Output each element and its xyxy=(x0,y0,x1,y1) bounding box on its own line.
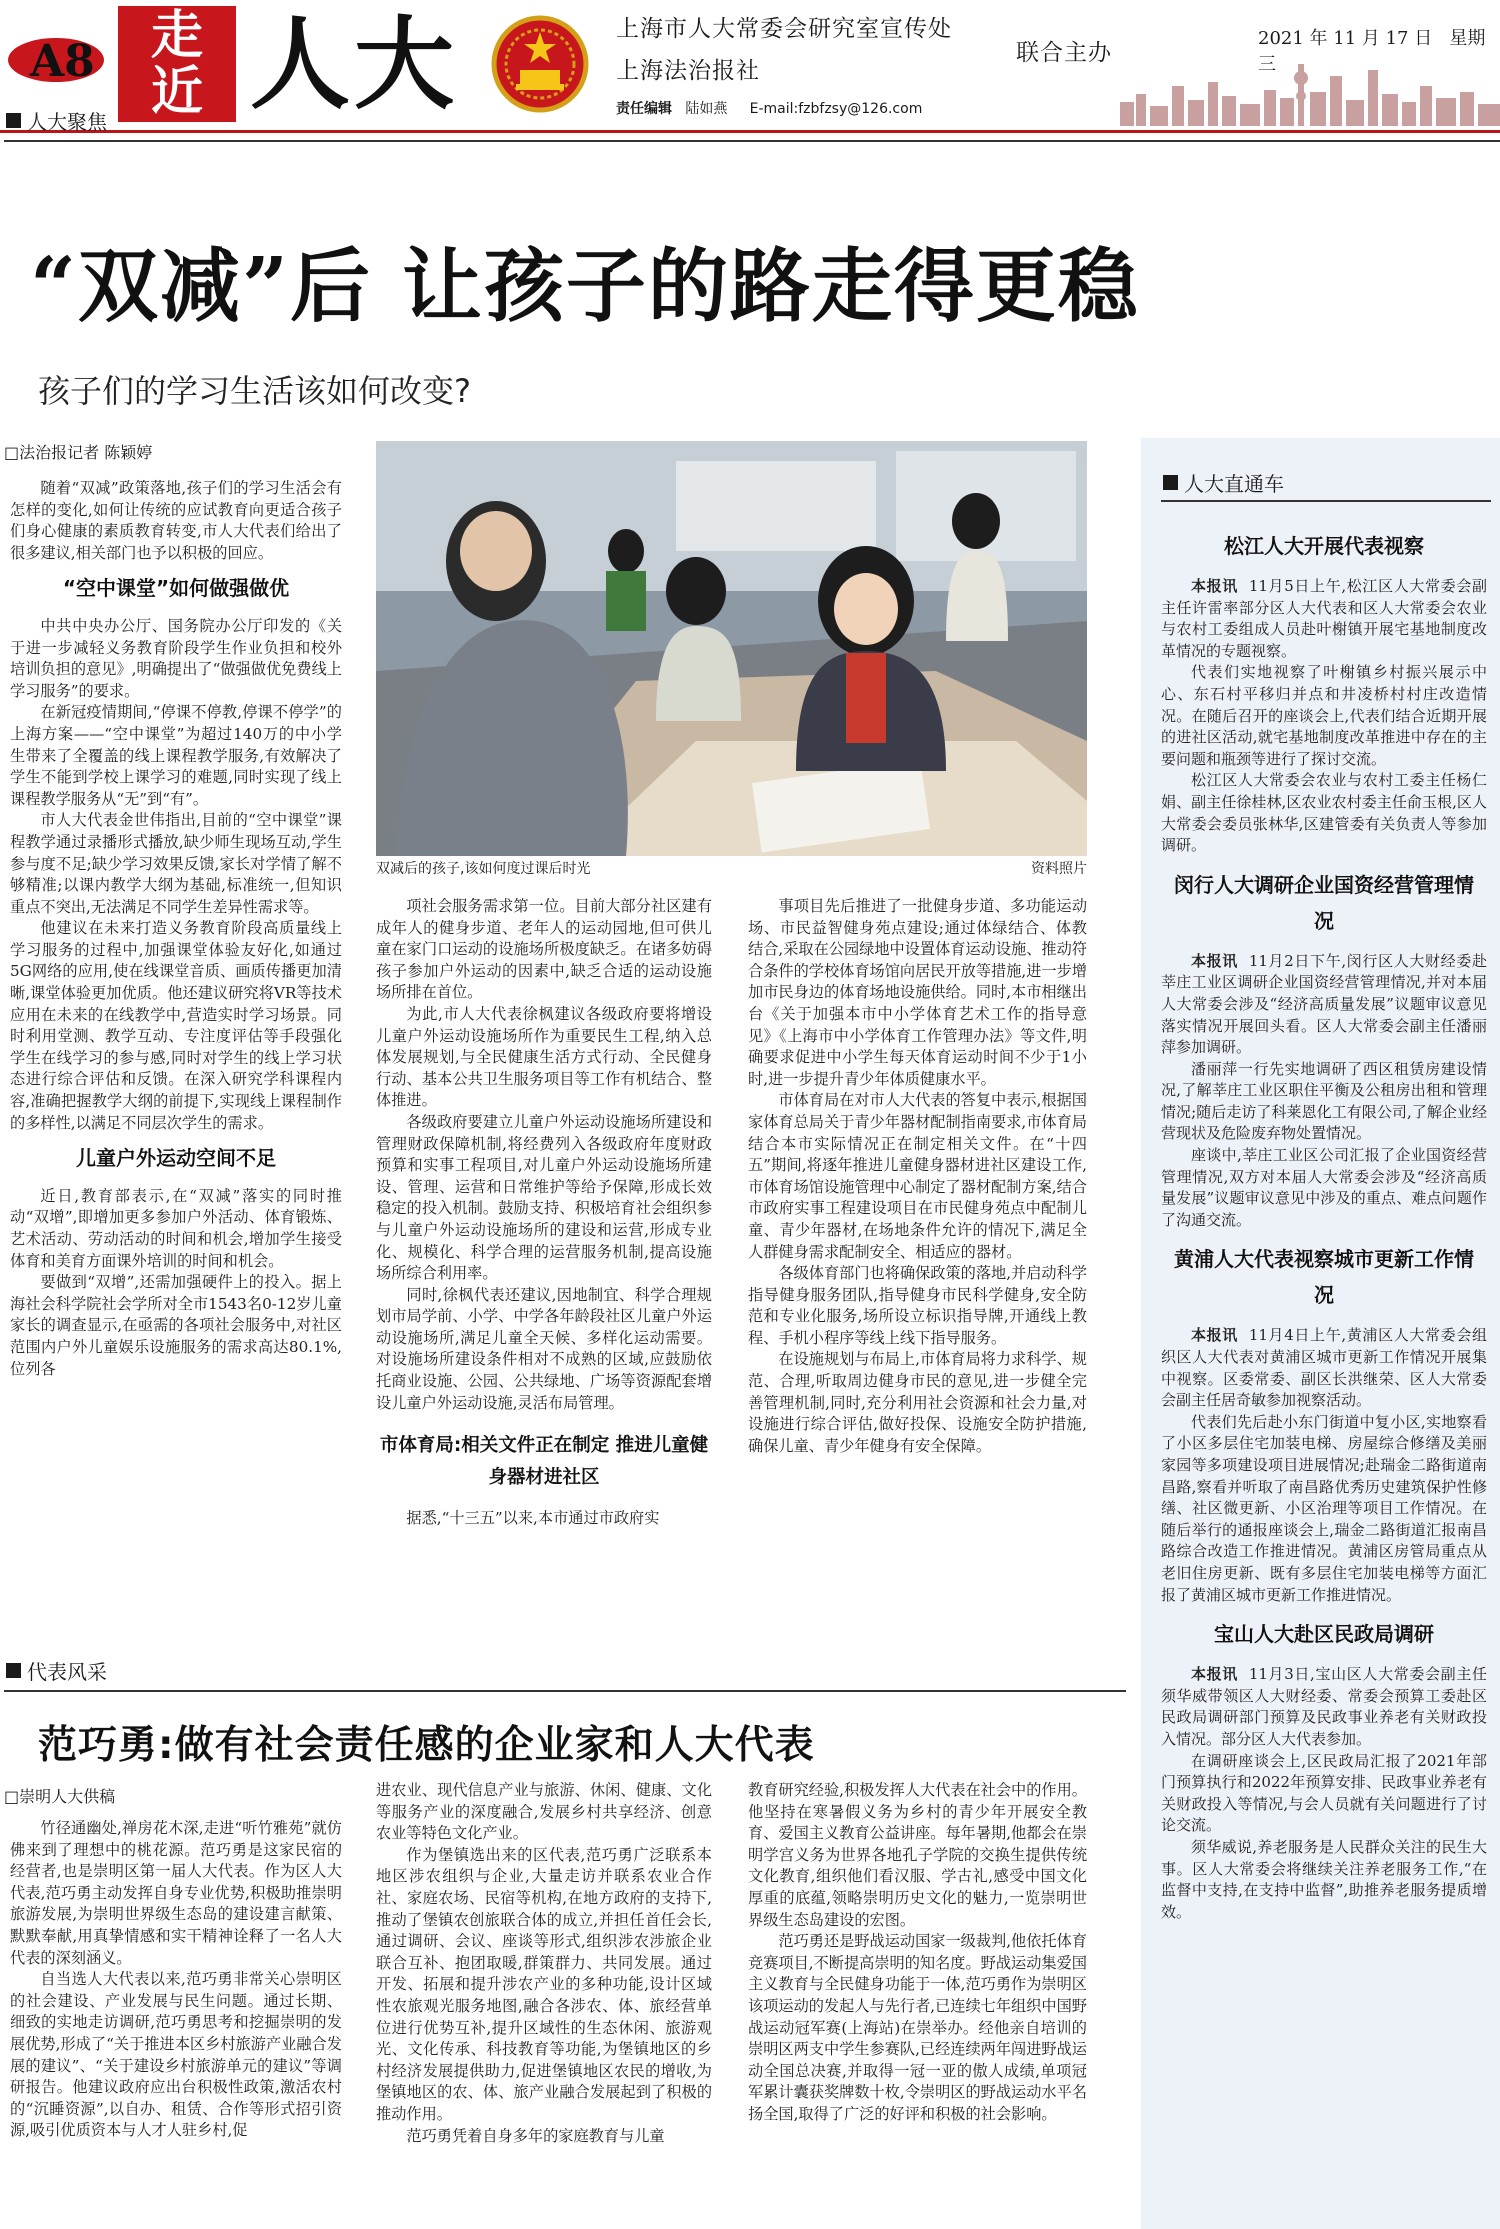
sidebar-item xyxy=(1161,1616,1487,1923)
section-red-box xyxy=(118,6,236,122)
second-byline: □崇明人大供稿 xyxy=(4,1787,116,1806)
photo-credit: 资料照片 xyxy=(1031,861,1087,877)
sidebar-item xyxy=(1161,528,1487,857)
editor-label: 责任编辑 xyxy=(616,101,672,117)
paragraph: 作为堡镇选出来的区代表,范巧勇广泛联系本地区涉农组织与企业,大量走访并联系农业合作社、家庭农场、民宿等机构,在地方政府的支持下,推动了堡镇农创旅联合体的成立,并担任首任会长,通过调研、会议、座谈等形式,组织涉农涉旅企业联合互补、抱团取暖,群策群力、共同发展。通过开发、拓展和提升涉农产业的多种功能,设计区域性农旅观光服务地图,融合各涉农、体、旅经营单位进行优势互补,提升区域性的生态休闲、旅游观光、文化传承、科技教育等功能,为堡镇地区的乡村经济发展提供助力,促进堡镇地区农民的增收,为堡镇地区的农、体、旅产业融合发展起到了积极的推动作用。 xyxy=(376,1845,712,2123)
paragraph-text: 11月2日下午,闵行区人大财经委赴莘庄工业区调研企业国资经营管理情况,并对本届人大常委会涉及“经济高质量发展”议题审议意见落实情况开展回头看。区人大常委会副主任潘丽萍参加调研。 xyxy=(1161,951,1487,1057)
paragraph: 竹径通幽处,禅房花木深,走进“听竹雅苑”就仿佛来到了理想中的桃花源。范巧勇是这家民宿的经营者,也是崇明区第一届人大代表。作为区人大代表,范巧勇主动发挥自身专业优势,积极助推崇明旅游发展,为崇明世界级生态岛的建设建言献策、默默奉献,用真挚情感和实干精神诠释了一名人大代表的深刻涵义。 xyxy=(10,1819,342,1967)
paragraph: 自当选人大代表以来,范巧勇非常关心崇明区的社会建设、产业发展与民生问题。通过长期、细致的实地走访调研,范巧勇思考和挖掘崇明的发展优势,形成了“关于推进本区乡村旅游产业融合发展的建议”、“关于建设乡村旅游单元的建议”等调研报告。他建议政府应出台积极性政策,激活农村的“沉睡资源”,以自办、租赁、合作等形式招引资源,吸引优质资本与人才人驻乡村,促 xyxy=(10,1970,342,2140)
sub-heading: 市体育局:相关文件正在制定 推进儿童健身器材进社区 xyxy=(379,1435,709,1489)
paragraph: 代表们先后赴小东门街道中复小区,实地察看了小区多层住宅加装电梯、房屋综合修缮及美丽家园等多项建设项目进展情况;赴瑞金二路街道南昌路,察看并听取了南昌路优秀历史建筑保护性修缮、社区微更新、小区治理等项目工作情况。在随后举行的通报座谈会上,瑞金二路街道汇报南昌路综合改造工作推进情况。黄浦区房管局重点从老旧住房更新、既有多层住宅加装电梯等方面汇报了黄浦区城市更新工作推进情况。 xyxy=(1161,1412,1487,1604)
paragraph: 要做到“双增”,还需加强硬件上的投入。据上海社会科学院社会学所对全市1543名0-12岁儿童家长的调查显示,在亟需的各项社会服务中,对社区范围内户外儿童娱乐设施服务的需求高达80.1%,位列各 xyxy=(10,1273,342,1378)
paragraph: 市体育局在对市人大代表的答复中表示,根据国家体育总局关于青少年器材配制指南要求,市体育局结合本市实际情况正在制定相关文件。在“十四五”期间,将逐年推进儿童健身器材进社区建设工作,市体育场馆设施管理中心制定了器材配制方案,结合市政府实事工程建设项目在市民健身苑点中配制儿童、青少年器材,在场地条件允许的情况下,满足全人群健身需求配制安全、相适应的器材。 xyxy=(748,1091,1087,1261)
paragraph xyxy=(1161,951,1487,1059)
section-name: 人大 xyxy=(250,5,458,123)
section-divider xyxy=(1161,500,1491,502)
section-red-char-2: 近 xyxy=(150,61,203,122)
main-article-column-3 xyxy=(748,896,1087,1622)
lead-tag: 本报讯 xyxy=(1191,1665,1238,1684)
paragraph: 项社会服务需求第一位。目前大部分社区建有成年人的健身步道、老年人的运动园地,但可供儿童在家门口运动的设施场所极度缺乏。在诸多妨碍孩子参加户外运动的因素中,缺乏合适的运动设施场所排在首位。 xyxy=(376,897,712,1002)
sidebar-column xyxy=(1161,518,1487,2218)
sidebar-item-title: 宝山人大赴区民政局调研 xyxy=(1214,1622,1434,1647)
masthead xyxy=(0,0,1500,133)
section-tag-label: 人大直通车 xyxy=(1184,472,1284,496)
paragraph: 范巧勇凭着自身多年的家庭教育与儿童 xyxy=(406,2126,665,2145)
sub-heading: “空中课堂”如何做强做优 xyxy=(62,576,290,601)
paragraph xyxy=(1161,576,1487,662)
lead-tag: 本报讯 xyxy=(1191,1326,1238,1345)
photo-caption: 双减后的孩子,该如何度过课后时光 xyxy=(376,861,591,877)
paragraph: 各级政府要建立儿童户外运动设施场所建设和管理财政保障机制,将经费列入各级政府年度财政预算和实事工程项目,对儿童户外运动设施场所建设、管理、运营和日常维护等给予保障,形成长效稳定的投入机制。鼓励支持、积极培育社会组织参与儿童户外运动设施场所的建设和运营,形成专业化、规模化、科学合理的运营服务机制,提高设施场所综合利用率。 xyxy=(376,1112,712,1283)
article-photo xyxy=(376,441,1087,856)
paragraph: 中共中央办公厅、国务院办公厅印发的《关于进一步减轻义务教育阶段学生作业负担和校外培训负担的意见》,明确提出了“做强做优免费线上学习服务”的要求。 xyxy=(10,616,342,700)
section-tag-label: 人大聚焦 xyxy=(27,110,107,134)
paragraph: 教育研究经验,积极发挥人大代表在社会中的作用。他坚持在寒暑假义务为乡村的青少年开展安全教育、爱国主义教育公益讲座。每年暑期,他都会在崇明学宫义务为世界各地孔子学院的交换生提供传统文化教育,组织他们看汉服、学古礼,感受中国文化厚重的底蕴,领略崇明历史文化的魅力,一览崇明世界级生态岛建设的宏图。 xyxy=(748,1781,1087,1929)
sidebar-item xyxy=(1161,1241,1487,1606)
page-number: A8 xyxy=(30,36,95,87)
paragraph: 近日,教育部表示,在“双减”落实的同时推动“双增”,即增加更多参加户外活动、体育锻炼、艺术活动、劳动活动的时间和机会,增加学生接受体育和美育方面课外培训的时间和机会。 xyxy=(10,1186,342,1270)
classroom-photo-icon xyxy=(376,441,1087,856)
paragraph: 随着“双减”政策落地,孩子们的学习生活会有怎样的变化,如何让传统的应试教育向更适合孩子们身心健康的素质教育转变,市人大代表们给出了很多建议,相关部门也予以积极的回应。 xyxy=(10,479,342,562)
paragraph-text: 11月4日上午,黄浦区人大常委会组织区人大代表对黄浦区城市更新工作情况开展集中视察。区委常委、副区长洪继荣、区人大常委会副主任居奇敏参加视察活动。 xyxy=(1161,1326,1487,1410)
second-headline: 范巧勇:做有社会责任感的企业家和人大代表 xyxy=(38,1723,815,1768)
section-square-icon xyxy=(6,1663,21,1678)
main-subheadline: 孩子们的学习生活该如何改变? xyxy=(38,372,471,410)
paragraph: 为此,市人大代表徐枫建议各级政府要将增设儿童户外运动设施场所作为重要民生工程,纳入总体发展规划,与全民健康生活方式行动、全民健身行动、基本公共卫生服务项目等工作有机结合、整体推进。 xyxy=(376,1004,712,1110)
host-join-text: 联合主办 xyxy=(1016,40,1112,66)
section-tag-profile xyxy=(6,1656,107,1685)
paragraph: 代表们实地视察了叶榭镇乡村振兴展示中心、东石村平移归并点和井凌桥村村庄改造情况。在随后召开的座谈会上,代表们结合近期开展的进社区活动,就宅基地制度改革推进中存在的主要问题和瓶颈等进行了探讨交流。 xyxy=(1161,663,1487,768)
paragraph: 在新冠疫情期间,“停课不停教,停课不停学”的上海方案——“空中课堂”为超过140万的中小学生带来了全覆盖的线上课程教学服务,有效解决了学生不能到学校上课学习的难题,同时实现了线上课程教学服务从“无”到“有”。 xyxy=(10,703,342,808)
national-emblem-icon xyxy=(490,14,590,114)
paragraph: 市人大代表金世伟指出,目前的“空中课堂”课程教学通过录播形式播放,缺少师生现场互动,学生参与度不足;缺少学习效果反馈,家长对学情了解不够精准;以课内教学大纲为基础,标准统一,但知识重点不突出,无法满足不同学生差异性需求等。 xyxy=(10,811,342,916)
paragraph: 座谈中,莘庄工业区公司汇报了企业国资经营管理情况,双方对本届人大常委会涉及“经济高质量发展”议题审议意见中涉及的重点、难点问题作了沟通交流。 xyxy=(1161,1146,1487,1229)
paragraph: 他建议在未来打造义务教育阶段高质量线上学习服务的过程中,加强课堂体验友好化,如通过5G网络的应用,使在线课堂音质、画质传播更加清晰,课堂体验更加优质。他还建议研究将VR等技术应用在未来的在线教学中,营造实时学习场景。同时利用堂测、教学互动、专注度评估等手段强化学生在线学习的参与感,同时对学生的线上学习状态进行综合评估和反馈。在深入研究学科课程内容,准确把握教学大纲的前提下,实现线上课程制作的多样性,以满足不同层次学生的需求。 xyxy=(10,919,342,1132)
section-divider xyxy=(4,140,1500,142)
section-tag-focus xyxy=(6,106,107,135)
host-organization-1: 上海市人大常委会研究室宣传处 xyxy=(616,16,952,42)
sub-heading: 儿童户外运动空间不足 xyxy=(76,1146,276,1171)
second-article-column-2 xyxy=(376,1780,712,2229)
sidebar-item-title: 黄浦人大代表视察城市更新工作情况 xyxy=(1174,1247,1474,1308)
paragraph xyxy=(1161,1325,1487,1411)
paragraph: 须华威说,养老服务是人民群众关注的民生大事。区人大常委会将继续关注养老服务工作,“在监督中支持,在支持中监督”,助推养老服务提质增效。 xyxy=(1161,1837,1487,1921)
section-divider xyxy=(4,1690,1126,1692)
paragraph: 在设施规划与布局上,市体育局将力求科学、规范、合理,听取周边健身市民的意见,进一步健全完善管理机制,同时,充分利用社会资源和社会力量,对设施进行综合评估,做好投保、设施安全防护措施,确保儿童、青少年健身有安全保障。 xyxy=(748,1350,1087,1455)
second-article-column-1 xyxy=(10,1818,342,2229)
main-headline: “双减”后 让孩子的路走得更稳 xyxy=(30,239,1140,333)
city-skyline-icon xyxy=(1120,56,1500,126)
editor-name: 陆如燕 xyxy=(685,101,728,117)
paragraph: 各级体育部门也将确保政策的落地,并启动科学指导健身服务团队,指导健身市民科学健身,安全防范和专业化服务,场所设立标识指导牌,开通线上教程、手机小程序等线上线下指导服务。 xyxy=(748,1264,1087,1347)
second-article-column-3 xyxy=(748,1780,1087,2229)
photo-caption-row xyxy=(376,858,1087,878)
paragraph: 据悉,“十三五”以来,本市通过市政府实 xyxy=(406,1509,660,1528)
paragraph: 松江区人大常委会农业与农村工委主任杨仁娟、副主任徐桂林,区农业农村委主任俞玉根,区人大常委会委员张林华,区建管委有关负责人等参加调研。 xyxy=(1161,771,1487,855)
section-tag-direct xyxy=(1163,468,1284,497)
section-square-icon xyxy=(1163,475,1178,490)
paragraph: 事项目先后推进了一批健身步道、多功能运动场、市民益智健身苑点建设;通过体绿结合、体教结合,采取在公园绿地中设置体育运动设施、推动符合条件的学校体育场馆向居民开放等措施,进一步增加市民身边的体育场地设施供给。同时,本市相继出台《关于加强本市中小学体育艺术工作的指导意见》《上海市中小学体育工作管理办法》等文件,明确要求促进中小学生每天体育运动时间不少于1小时,进一步提升青少年体质健康水平。 xyxy=(748,897,1087,1088)
paragraph: 同时,徐枫代表还建议,因地制宜、科学合理规划市局学前、小学、中学各年龄段社区儿童户外运动设施场所,满足儿童全天候、多样化运动需要。对设施场所建设条件相对不成熟的区域,应鼓励依托商业设施、公园、公共绿地、广场等资源配套增设儿童户外运动设施,灵活布局管理。 xyxy=(376,1285,712,1412)
editor-email: E-mail:fzbfzsy@126.com xyxy=(749,101,923,117)
sidebar-item-title: 闵行人大调研企业国资经营管理情况 xyxy=(1174,872,1474,933)
paragraph: 潘丽萍一行先实地调研了西区租赁房建设情况,了解莘庄工业区职住平衡及公租房出租和管理情况;随后走访了科莱恩化工有限公司,了解企业经营现状及危险废弃物处置情况。 xyxy=(1161,1059,1487,1143)
host-organization-2: 上海法治报社 xyxy=(616,58,760,84)
section-red-char-1: 走 xyxy=(150,5,203,66)
main-article-column-2 xyxy=(376,896,712,1622)
sidebar-news-brief xyxy=(1141,438,1500,2229)
sidebar-item xyxy=(1161,867,1487,1232)
paragraph xyxy=(1161,1664,1487,1750)
section-square-icon xyxy=(6,113,21,128)
section-tag-label: 代表风采 xyxy=(27,1660,107,1684)
paragraph-text: 11月5日上午,松江区人大常委会副主任许雷率部分区人大代表和区人大常委会农业与农村工委组成人员赴叶榭镇开展宅基地制度改革情况的专题视察。 xyxy=(1161,577,1487,660)
lead-tag: 本报讯 xyxy=(1191,951,1238,970)
issue-weekday: 星期三 xyxy=(1258,28,1486,75)
paragraph-text: 11月3日,宝山区人大常委会副主任须华威带领区人大财经委、常委会预算工委赴区民政局调研部门预算及民政事业养老有关财政投入情况。部分区人大代表参加。 xyxy=(1161,1665,1487,1748)
main-article-column-1 xyxy=(10,478,342,1620)
paragraph: 范巧勇还是野战运动国家一级裁判,他依托体育竞赛项目,不断提高崇明的知名度。野战运动集爱国主义教育与全民健身功能于一体,范巧勇作为崇明区该项运动的发起人与先行者,已连续七年组织中国野战运动冠军赛(上海站)在崇举办。经他亲自培训的崇明区两支中学生参赛队,已经连续两年闯进野战运动全国总决赛,并取得一冠一亚的傲人成绩,单项冠军累计囊获奖牌数十枚,令崇明区的野战运动水平名扬全国,取得了广泛的好评和积极的社会影响。 xyxy=(748,1932,1087,2123)
editor-line xyxy=(616,98,922,118)
lead-tag: 本报讯 xyxy=(1191,577,1238,595)
paragraph: 在调研座谈会上,区民政局汇报了2021年部门预算执行和2022年预算安排、民政事业养老有关财政投入等情况,与会人员就有关问题进行了讨论交流。 xyxy=(1161,1751,1487,1835)
main-byline: □法治报记者 陈颖婷 xyxy=(4,443,153,462)
paragraph: 进农业、现代信息产业与旅游、休闲、健康、文化等服务产业的深度融合,发展乡村共享经济、创意农业等特色文化产业。 xyxy=(376,1781,712,1843)
page-number-badge xyxy=(8,22,104,92)
issue-date: 2021 年 11 月 17 日 xyxy=(1258,28,1433,49)
sidebar-item-title: 松江人大开展代表视察 xyxy=(1224,534,1424,558)
